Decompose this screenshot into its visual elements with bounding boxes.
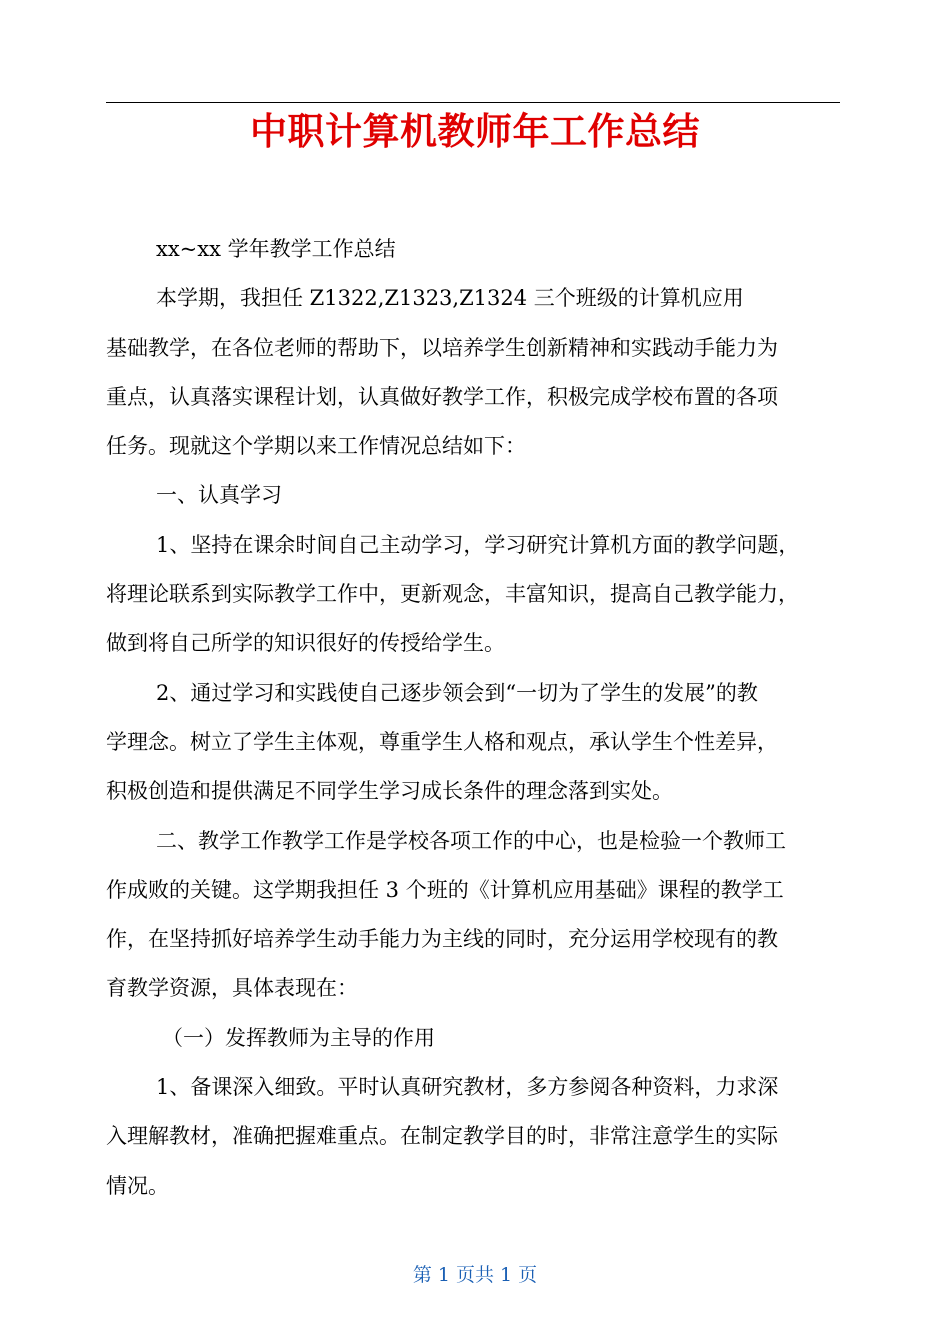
text-line: 任务。现就这个学期以来工作情况总结如下： xyxy=(106,434,526,459)
text-line: 积极创造和提供满足不同学生学习成长条件的理念落到实处。 xyxy=(106,779,673,804)
page-footer: 第 1 页共 1 页 xyxy=(412,1264,538,1286)
text-line: 做到将自己所学的知识很好的传授给学生。 xyxy=(106,631,505,656)
text-line: 育教学资源，具体表现在： xyxy=(106,976,358,1001)
text-line: 将理论联系到实际教学工作中，更新观念，丰富知识，提高自己教学能力， xyxy=(106,582,799,607)
document-body xyxy=(106,225,840,1211)
text-line: 情况。 xyxy=(106,1173,169,1198)
section-heading: 一、认真学习 xyxy=(156,483,282,508)
text-line: 作，在坚持抓好培养学生动手能力为主线的同时，充分运用学校现有的教 xyxy=(106,927,778,952)
subsection-heading: （一）发挥教师为主导的作用 xyxy=(162,1025,435,1050)
text-line: 重点，认真落实课程计划，认真做好教学工作，积极完成学校布置的各项 xyxy=(106,384,778,409)
text-line: 1、备课深入细致。平时认真研究教材，多方参阅各种资料，力求深 xyxy=(156,1075,779,1100)
section-heading: 二、教学工作教学工作是学校各项工作的中心，也是检验一个教师工 xyxy=(156,828,786,853)
text-line: 本学期，我担任 Z1322,Z1323,Z1324 三个班级的计算机应用 xyxy=(156,286,744,311)
text-line: 基础教学，在各位老师的帮助下，以培养学生创新精神和实践动手能力为 xyxy=(106,335,778,360)
text-line: 入理解教材，准确把握难重点。在制定教学目的时，非常注意学生的实际 xyxy=(106,1124,778,1149)
text-line: 1、坚持在课余时间自己主动学习，学习研究计算机方面的教学问题， xyxy=(156,532,800,557)
text-line: 学理念。树立了学生主体观，尊重学生人格和观点，承认学生个性差异， xyxy=(106,729,778,754)
text-line: 2、通过学习和实践使自己逐步领会到“一切为了学生的发展”的教 xyxy=(156,680,758,705)
text-line: xx~xx 学年教学工作总结 xyxy=(156,237,396,261)
document-title: 中职计算机教师年工作总结 xyxy=(250,110,700,153)
header-rule xyxy=(106,102,840,103)
text-line: 作成败的关键。这学期我担任 3 个班的《计算机应用基础》课程的教学工 xyxy=(106,877,784,902)
